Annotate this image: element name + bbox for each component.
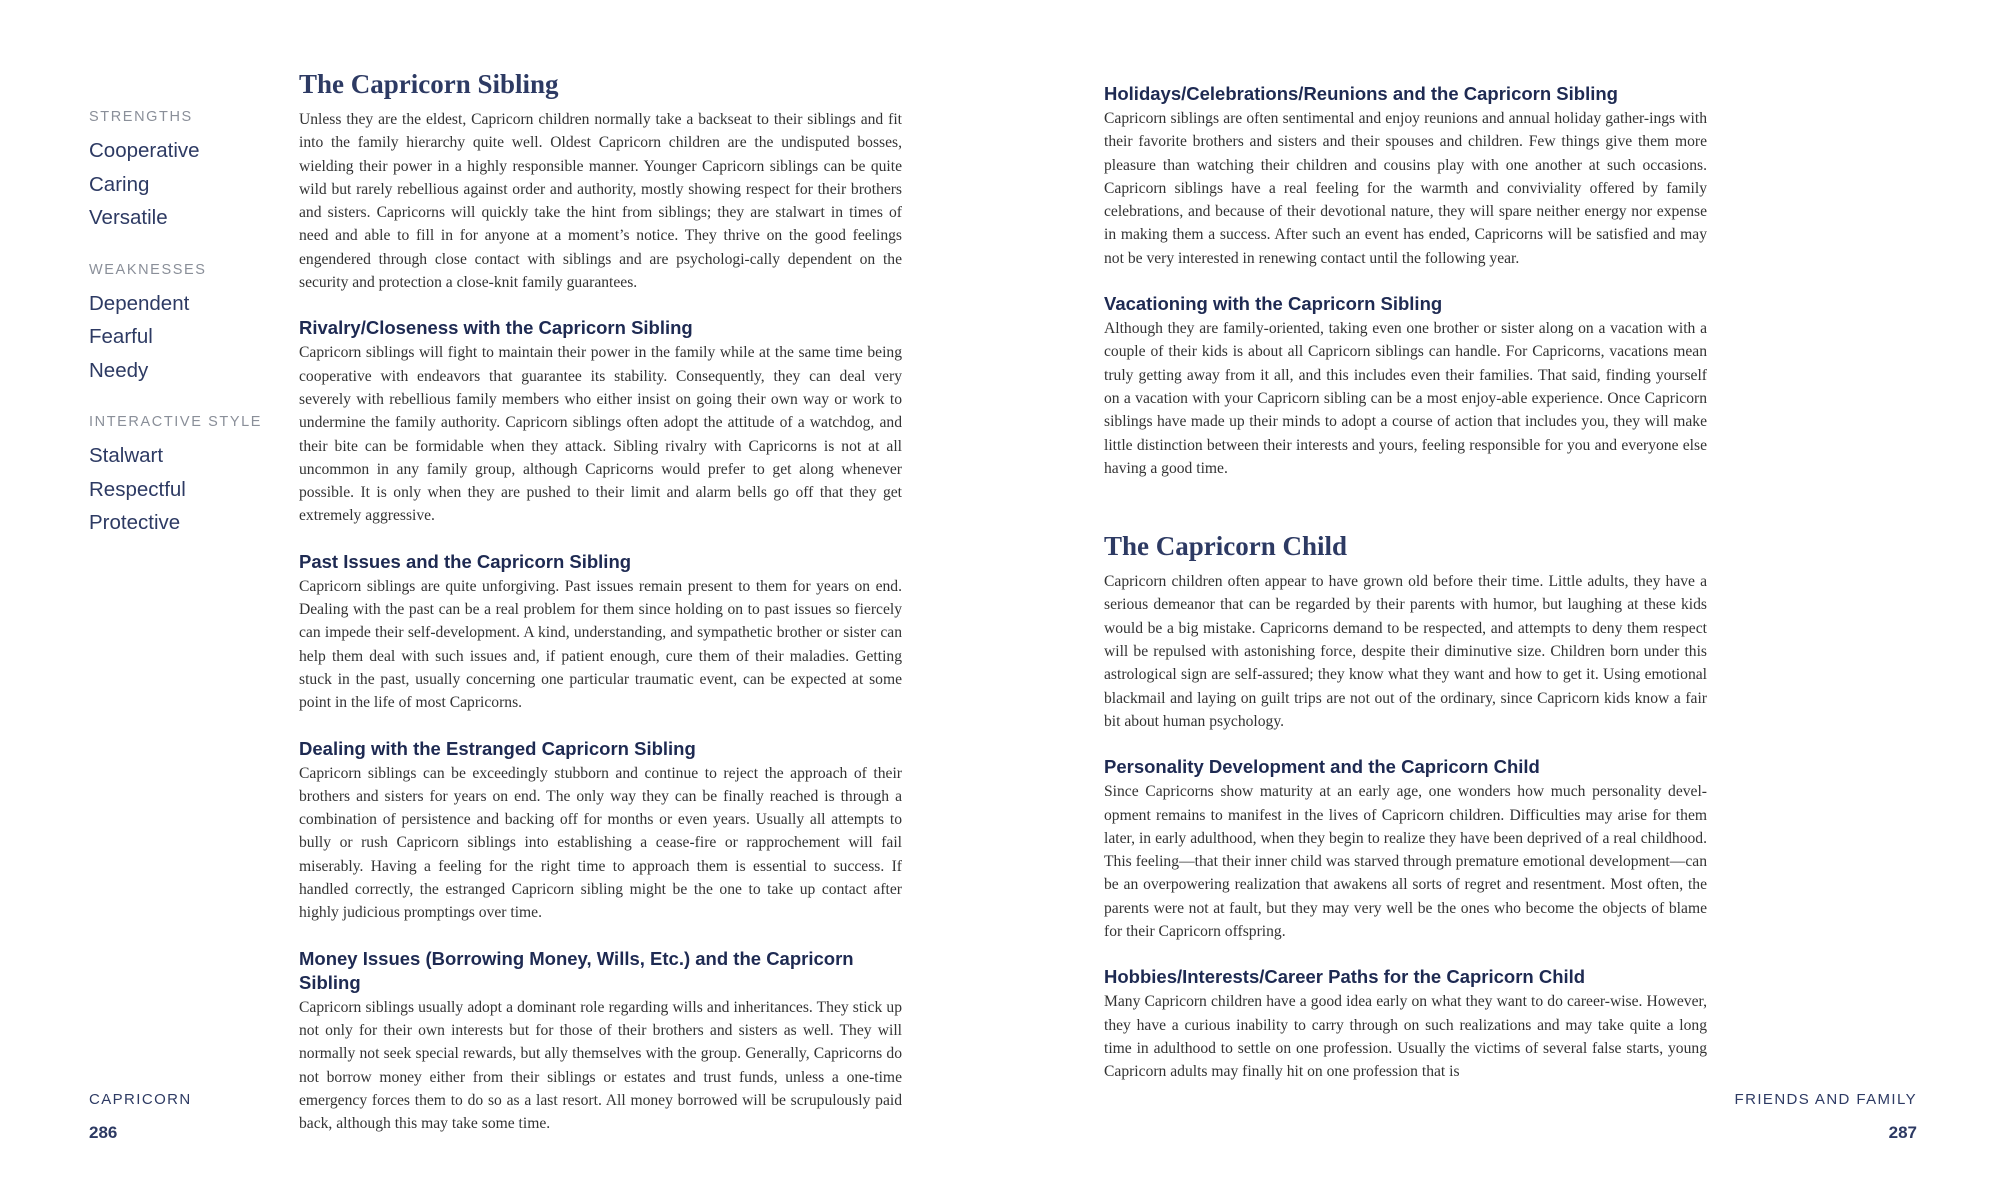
text-section (1104, 292, 1707, 480)
intro-paragraph: Capricorn children often appear to have grown old before their time. Little adults, they have a serious demeanor that can be regarded by their parents with humor, but laughing at these kids would be a big mistake. Capricorns demand to be respected, and attempts to deny them respect will be repulsed with astonishing force, despite their diminutive size. Children born under this astrological sign are self-assured; they know what they want and how to get it. Using emotional blackmail and laying on guilt trips are not out of the ordinary, since Capricorn kids know a fair bit about human psychology. (1104, 573, 1707, 730)
text-section (299, 550, 902, 715)
intro-paragraph: Unless they are the eldest, Capricorn children normally take a backseat to their siblings and fit into the family hierarchy quite well. Oldest Capricorn children are the undisputed bosses, wielding their power in a highly responsible manner. Younger Capricorn siblings can be quite wild but rarely rebellious against order and authority, mostly showing respect for their brothers and sisters. Capricorns will quickly take the hint from siblings; they are stalwart in times of need and able to fill in for anyone at a moment’s notice. They thrive on the good feelings engendered through close contact with siblings and are psychologi-cally dependent on the security and protection a close-knit family guarantees. (299, 111, 902, 292)
section-title: The Capricorn Sibling (299, 69, 559, 99)
interactive-style-group (89, 413, 269, 540)
weakness-item: Needy (89, 358, 149, 382)
weakness-item: Dependent (89, 291, 190, 315)
weaknesses-heading: WEAKNESSES (89, 261, 207, 278)
page-number: 286 (89, 1123, 118, 1142)
strength-item: Cooperative (89, 139, 200, 162)
text-section (1104, 82, 1707, 270)
weakness-item: Fearful (89, 325, 153, 348)
intro-section (1104, 570, 1707, 733)
subsection-heading: Hobbies/Interests/Career Paths for the Capricorn Child (1104, 966, 1586, 988)
subsection-heading: Holidays/Celebrations/Reunions and the Capricorn Sibling (1104, 83, 1618, 104)
text-section (299, 316, 902, 527)
page-number: 287 (1888, 1123, 1917, 1142)
right-text-column (1104, 82, 1707, 1106)
subsection-heading: Money Issues (Borrowing Money, Wills, Etc.) and the Capricorn Sibling (299, 947, 854, 993)
strengths-group (89, 108, 269, 235)
interactive-style-item: Protective (89, 511, 181, 534)
subsection-heading: Personality Development and the Capricorn Child (1104, 756, 1540, 778)
text-section (299, 737, 902, 925)
subsection-heading: Past Issues and the Capricorn Sibling (299, 550, 632, 572)
subsection-heading: Dealing with the Estranged Capricorn Sibling (299, 737, 696, 759)
right-page (1000, 0, 2000, 1194)
body-paragraph: Many Capricorn children have a good idea early on what they want to do career-wise. However, they have a curious inability to carry through on such realizations and may take quite a long time in adulthood to settle on one profession. Usually the victims of several false starts, young Capricorn adults may finally hit on one profession that is (1104, 993, 1707, 1081)
text-section (299, 947, 902, 1136)
subsection-heading: Rivalry/Closeness with the Capricorn Sibling (299, 317, 693, 339)
subsection-heading: Vacationing with the Capricorn Sibling (1104, 293, 1443, 315)
child-section (1104, 528, 1707, 1083)
body-paragraph: Capricorn siblings can be exceedingly stubborn and continue to reject the approach of their brothers and sisters for years on end. The only way they can be finally reached is through a combination of persistence and backing off for months or even years. Usually all attempts to bully or rush Capricorn siblings into establishing a cease-fire or rapprochement will fail miserably. Having a feeling for the right time to approach them is essential to success. If handled correctly, the estranged Capricorn sibling might be the one to take up contact after highly judicious promptings over time. (299, 764, 902, 922)
strength-item: Caring (89, 172, 150, 196)
strength-item: Versatile (89, 206, 168, 229)
interactive-style-item: Respectful (89, 477, 186, 501)
body-paragraph: Capricorn siblings will fight to maintain their power in the family while at the same time being cooperative with endeavors that guarantee its stability. Consequently, they can deal very severely with rebellious family members who either insist on going their own way or work to undermine the family authority. Capricorn siblings often adopt the attitude of a watchdog, and their bite can be formidable when they attack. Sibling rivalry with Capricorns is not at all uncommon in any family group, although Capricorns would prefer to get along whenever possible. It is only when they are pushed to their limit and alarm bells go off that they get extremely aggressive. (299, 344, 902, 525)
body-paragraph: Since Capricorns show maturity at an early age, one wonders how much personality devel-opment remains to manifest in the lives of Capricorn children. Difficulties may arise for them later, in early adulthood, when they begin to realize they have been deprived of a real childhood. This feeling—that their inner child was starved through premature emotional development—can be an overpowering realization that awakens all sorts of regret and resentment. Most often, the parents were not at fault, but they may very well be the ones who become the objects of blame for their Capricorn offspring. (1104, 783, 1707, 941)
body-paragraph: Capricorn siblings are quite unforgiving. Past issues remain present to them for years on end. Dealing with the past can be a real problem for them since holding on to past issues so fiercely can impede their self-development. A kind, understanding, and sympathetic brother or sister can help them deal with such issues and, if patient enough, cure them of their maladies. Getting stuck in the past, usually concerning one particular traumatic event, can be expected at some point in the life of most Capricorns. (299, 577, 902, 712)
text-section (1104, 755, 1707, 943)
body-paragraph: Capricorn siblings usually adopt a dominant role regarding wills and inheritances. They stick up not only for their own interests but for those of their brothers and sisters as well. They will normally not seek special rewards, but ally themselves with the group. Generally, Capricorns do not borrow money either from their siblings or estates and trust funds, unless a one-time emergency forces them to do so as a last resort. All money borrowed will be scrupulously paid back, although this may take some time. (299, 998, 902, 1133)
section-title: The Capricorn Child (1104, 531, 1348, 562)
running-footer: CAPRICORN (89, 1091, 192, 1108)
traits-sidebar (89, 108, 269, 566)
body-paragraph: Although they are family-oriented, taking even one brother or sister along on a vacation with a couple of their kids is about all Capricorn siblings can handle. For Capricorns, vacations mean truly getting away from it all, and this includes even their families. That said, finding yourself on a vacation with your Capricorn sibling can be a most enjoy-able experience. Once Capricorn siblings have made up their minds to adopt a course of action that includes you, they will make little distinction between their interests and yours, feeling responsible for you and everyone else having a good time. (1104, 320, 1707, 477)
body-paragraph: Capricorn siblings are often sentimental and enjoy reunions and annual holiday gather-ings with their favorite brothers and sisters and their spouses and children. Few things give them more pleasure than watching their children and cousins play with one another at such occasions. Capricorn siblings have a real feeling for the warmth and conviviality offered by family celebrations, and because of their devotional nature, they will spare neither energy nor expense in making them a success. After such an event has ended, Capricorns will be satisfied and may not be very interested in renewing contact until the following year. (1104, 110, 1707, 267)
strengths-heading: STRENGTHS (89, 109, 193, 125)
left-text-column (299, 66, 902, 1157)
running-footer: FRIENDS AND FAMILY (1734, 1091, 1917, 1108)
text-section (1104, 965, 1707, 1083)
interactive-style-item: Stalwart (89, 444, 164, 467)
weaknesses-group (89, 261, 269, 388)
intro-section (299, 108, 902, 294)
interactive-style-heading: INTERACTIVE STYLE (89, 414, 263, 430)
